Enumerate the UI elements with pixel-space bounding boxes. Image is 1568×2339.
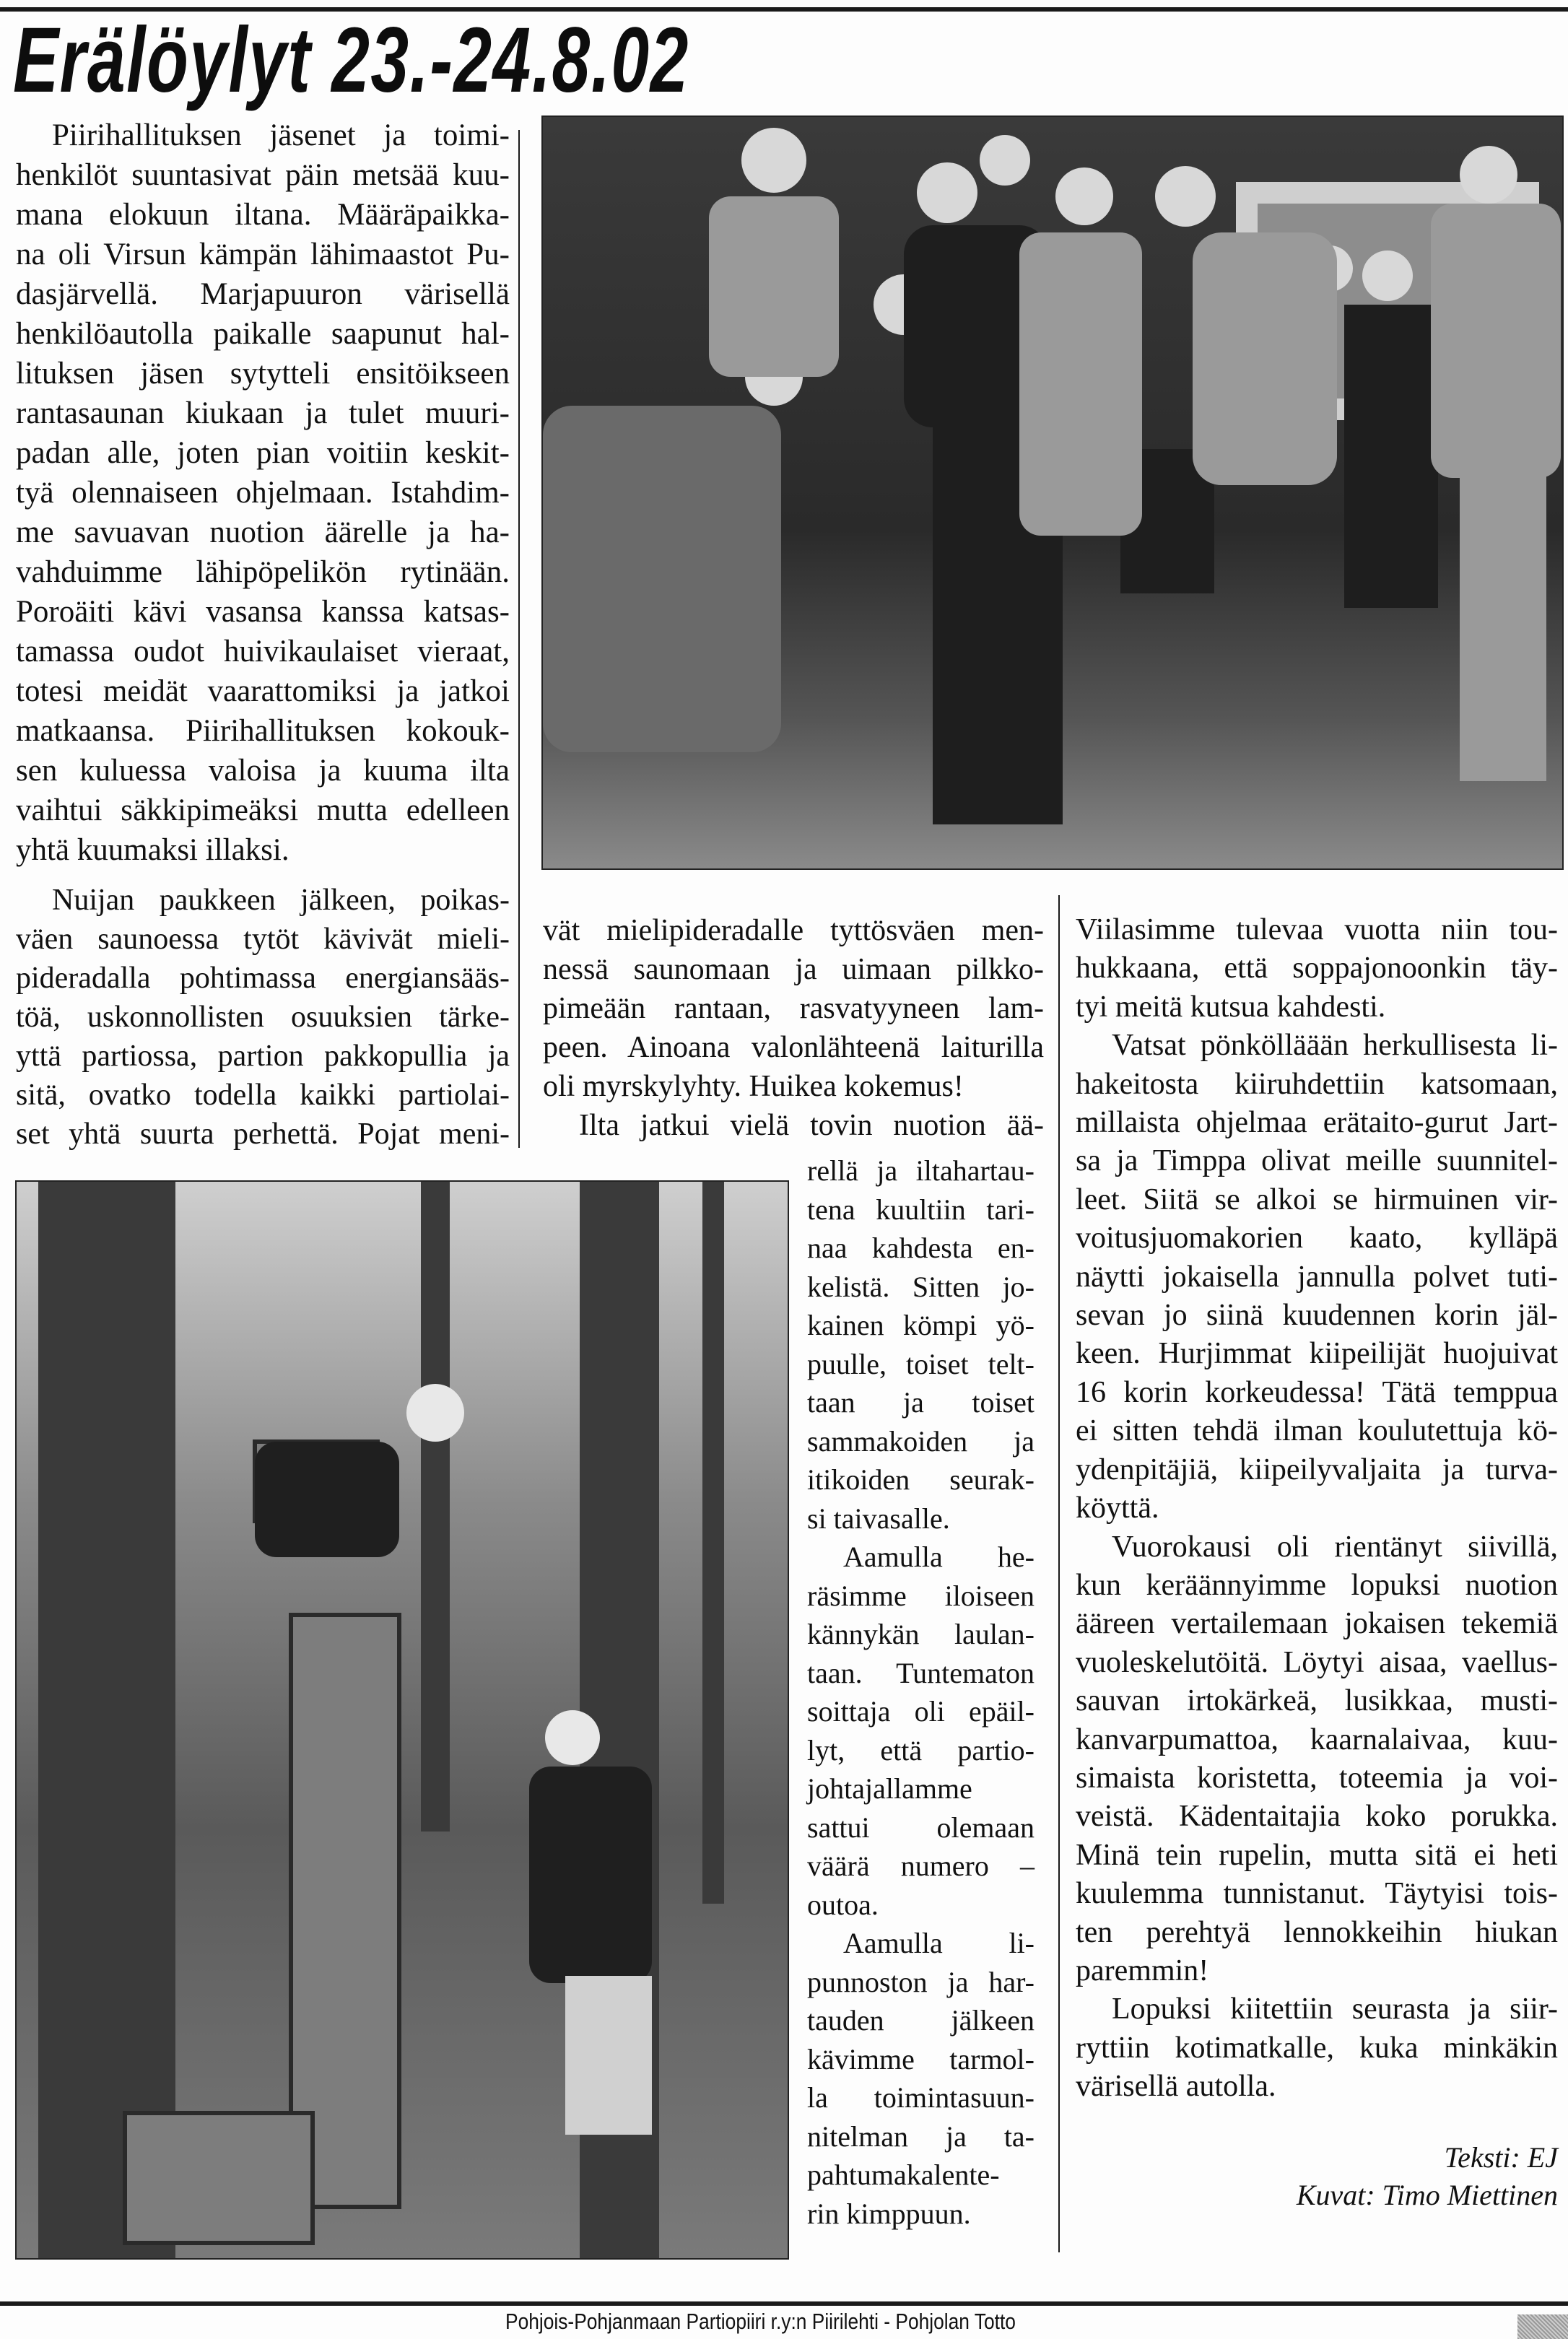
text-line: yttä partiossa, partion pakkopullia ja bbox=[16, 1040, 510, 1073]
text-line: nessä saunomaan ja uimaan pilkko- bbox=[543, 953, 1044, 986]
text-line: keen. Hurjimmat kiipeilijät huojuivat bbox=[1076, 1337, 1558, 1371]
text-line: mana elokuun iltana. Määräpaikka- bbox=[16, 198, 510, 232]
text-line: ryttiin kotimatkalle, kuka minkäkin bbox=[1076, 2031, 1558, 2065]
text-line: 16 korin korkeudessa! Tätä temppua bbox=[1076, 1375, 1558, 1409]
text-line: näytti jokaisella jannulla polvet tuti- bbox=[1076, 1260, 1558, 1294]
group-photo-image bbox=[543, 117, 1564, 870]
column-divider bbox=[518, 130, 520, 1148]
column-left-bottom bbox=[16, 881, 510, 1154]
text-line: tena kuultiin tari- bbox=[807, 1193, 1035, 1226]
text-line: sattui olemaan bbox=[807, 1811, 1035, 1844]
text-credit: Teksti: EJ bbox=[1444, 2141, 1558, 2174]
text-line: yhtä kuumaksi illaksi. bbox=[16, 833, 289, 867]
photo-credit: Kuvat: Timo Miettinen bbox=[1296, 2179, 1558, 2211]
text-line: taan ja toiset bbox=[807, 1386, 1035, 1419]
text-line: rantasaunan kiukaan ja tulet muuri- bbox=[16, 396, 510, 430]
text-line: kanvarpumattoa, kaarnalaivaa, kuu- bbox=[1076, 1722, 1558, 1756]
article-title: Erälöylyt 23.-24.8.02 bbox=[13, 9, 689, 112]
column-right bbox=[1076, 911, 1558, 2107]
text-line: henkilöautolla paikalle saapunut hal- bbox=[16, 317, 510, 351]
text-line: tyi meitä kutsua kahdesti. bbox=[1076, 990, 1386, 1024]
text-line: matkaansa. Piirihallituksen kokouk- bbox=[16, 714, 510, 748]
text-line: pahtumakalente- bbox=[807, 2159, 1000, 2191]
text-line: kävimme tarmol- bbox=[807, 2042, 1035, 2076]
text-line: ten perehtyä lennokkeihin hiukan bbox=[1076, 1915, 1558, 1949]
text-line: Vatsat pönkölläään herkullisesta li- bbox=[1112, 1029, 1558, 1063]
text-line: sa ja Timppa olivat meille suunnitel- bbox=[1076, 1144, 1558, 1178]
text-line: pideradalla pohtimassa energiansääs- bbox=[16, 962, 510, 995]
text-line: Aamulla he- bbox=[843, 1541, 1035, 1573]
text-line: Nuijan paukkeen jälkeen, poikas- bbox=[52, 884, 510, 917]
text-line: totesi meidät vaarattomiksi ja jatkoi bbox=[16, 674, 510, 708]
text-line: värisellä autolla. bbox=[1076, 2070, 1276, 2104]
column-divider bbox=[1058, 895, 1060, 2252]
text-line: paremmin! bbox=[1076, 1953, 1209, 1987]
text-line: ydenpitäjiä, kiipeilyvaljaita ja turva- bbox=[1076, 1452, 1558, 1486]
text-line: töä, uskonnollisten osuuksien tärke- bbox=[16, 1001, 510, 1034]
text-line: sammakoiden ja bbox=[807, 1424, 1035, 1458]
text-line: sitä, ovatko todella kaikki partiolai- bbox=[16, 1079, 510, 1112]
text-line: soittaja oli epäil- bbox=[807, 1695, 1035, 1728]
text-line: vahduimme lähipöpelikön rytinään. bbox=[16, 555, 510, 589]
text-line: rellä ja iltahartau- bbox=[807, 1154, 1035, 1187]
text-line: kelistä. Sitten jo- bbox=[807, 1270, 1035, 1303]
text-line: taan. Tuntematon bbox=[807, 1656, 1035, 1689]
text-line: Lopuksi kiitettiin seurasta ja siir- bbox=[1112, 1992, 1558, 2026]
text-line: vät mielipideradalle tyttösväen men- bbox=[543, 914, 1044, 947]
text-line: hukkaana, että soppajonoonkin täy- bbox=[1076, 951, 1558, 985]
text-line: si taivasalle. bbox=[807, 1502, 950, 1535]
text-line: rin kimppuun. bbox=[807, 2197, 971, 2230]
text-line: naa kahdesta en- bbox=[807, 1232, 1035, 1264]
text-line: lyt, että partio- bbox=[807, 1733, 1035, 1767]
text-line: henkilöt suuntasivat päin metsää kuu- bbox=[16, 158, 510, 192]
text-line: Ilta jatkui vielä tovin nuotion ää- bbox=[579, 1109, 1044, 1142]
text-line: itikoiden seurak- bbox=[807, 1463, 1035, 1496]
text-line: oli myrskylyhty. Huikea kokemus! bbox=[543, 1070, 964, 1103]
text-line: sauvan irtokärkeä, lusikkaa, musti- bbox=[1076, 1684, 1558, 1718]
text-line: hakeitosta kiiruhdettiin katsomaan, bbox=[1076, 1067, 1558, 1101]
text-line: kainen kömpi yö- bbox=[807, 1309, 1035, 1341]
text-line: köyttä. bbox=[1076, 1491, 1159, 1525]
text-line: Vuorokausi oli rientänyt siivillä, bbox=[1112, 1530, 1558, 1564]
text-line: pimeään rantaan, rasvatyyneen lam- bbox=[543, 992, 1044, 1025]
text-line: Viilasimme tulevaa vuotta niin tou- bbox=[1076, 913, 1558, 946]
text-line: peen. Ainoana valonlähteenä laiturilla bbox=[543, 1031, 1044, 1064]
text-line: kuulemma tunnistanut. Täytyisi tois- bbox=[1076, 1877, 1558, 1911]
text-line: veistä. Kädentaitajia koko porukka. bbox=[1076, 1800, 1558, 1834]
text-line: johtajallamme bbox=[807, 1772, 972, 1805]
text-line: Poroäiti kävi vasansa kanssa katsas- bbox=[16, 595, 510, 629]
text-line: ei sitten tehdä ilman koulutettuja kö- bbox=[1076, 1414, 1558, 1448]
text-line: sevan jo siinä kuudennen korin jäl- bbox=[1076, 1299, 1558, 1333]
text-line: vuoleskelutöitä. Löytyi aisaa, vaellus- bbox=[1076, 1645, 1558, 1679]
text-line: lituksen jäsen sytytteli ensitöikseen bbox=[16, 357, 510, 391]
text-line: Minä tein rupelin, mutta sitä ei heti bbox=[1076, 1838, 1558, 1872]
text-line: ääreen vertailemaan jokaisen tekemiä bbox=[1076, 1607, 1558, 1641]
text-line: kännykän laulan- bbox=[807, 1618, 1035, 1650]
column-middle-narrow bbox=[807, 1151, 1035, 2233]
text-line: väen saunoessa tytöt kävivät mieli- bbox=[16, 923, 510, 956]
group-photo bbox=[541, 116, 1564, 870]
text-line: na oli Virsun kämpän lähimaastot Pu- bbox=[16, 238, 510, 271]
text-line: dasjärvellä. Marjapuuron värisellä bbox=[16, 277, 510, 311]
text-line: vaihtui säkkipimeäksi mutta edelleen bbox=[16, 793, 510, 827]
text-line: me savuavan nuotion äärelle ja ha- bbox=[16, 515, 510, 549]
column-middle-wide bbox=[543, 911, 1044, 1145]
crate-climbing-photo bbox=[15, 1180, 789, 2260]
page-number-box bbox=[1517, 2314, 1568, 2339]
text-line: räsimme iloiseen bbox=[807, 1579, 1035, 1612]
text-line: voitusjuomakorien kaato, kylläpä bbox=[1076, 1221, 1558, 1255]
column-left-top bbox=[16, 116, 510, 870]
text-line: outoa. bbox=[807, 1888, 879, 1921]
text-line: tamassa oudot huivikaulaiset vieraat, bbox=[16, 635, 510, 668]
text-line: simaista koristetta, toteemia ja voi- bbox=[1076, 1761, 1558, 1795]
crate-climbing-photo-image bbox=[17, 1182, 789, 2260]
text-line: Piirihallituksen jäsenet ja toimi- bbox=[52, 118, 510, 152]
text-line: sen kuluessa valoisa ja kuuma ilta bbox=[16, 754, 510, 788]
text-line: la toimintasuun- bbox=[807, 2081, 1035, 2114]
text-line: kun keräännyimme lopuksi nuotion bbox=[1076, 1568, 1558, 1602]
bottom-rule bbox=[0, 2301, 1568, 2306]
text-line: tyä olennaiseen ohjelmaan. Istahdim- bbox=[16, 476, 510, 510]
text-line: padan alle, joten pian voitiin keskit- bbox=[16, 436, 510, 470]
text-line: set yhtä suurta perhettä. Pojat meni- bbox=[16, 1118, 510, 1151]
text-line: leet. Siitä se alkoi se hirmuinen vir- bbox=[1076, 1182, 1558, 1216]
text-line: puulle, toiset telt- bbox=[807, 1347, 1035, 1380]
text-line: tauden jälkeen bbox=[807, 2004, 1035, 2037]
footer-publication: Pohjois-Pohjanmaan Partiopiiri r.y:n Piirilehti - Pohjolan Totto bbox=[505, 2309, 1016, 2334]
text-line: millaista ohjelmaa erätaito-gurut Jart- bbox=[1076, 1106, 1558, 1140]
text-line: väärä numero – bbox=[807, 1850, 1035, 1882]
text-line: punnoston ja har- bbox=[807, 1965, 1035, 1998]
text-line: Aamulla li- bbox=[843, 1927, 1035, 1959]
text-line: nitelman ja ta- bbox=[807, 2120, 1035, 2153]
